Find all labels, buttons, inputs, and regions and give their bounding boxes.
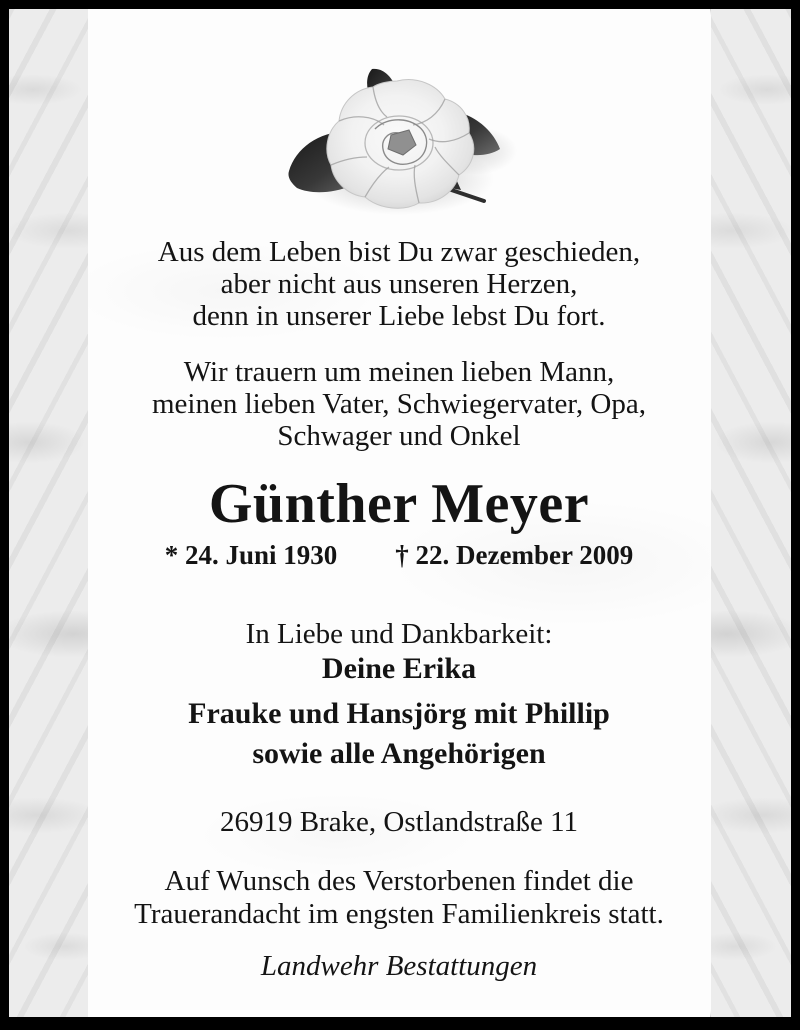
- funeral-note-line: Trauerandacht im engsten Familienkreis statt.: [134, 898, 664, 930]
- mourning-line: Schwager und Onkel: [277, 420, 521, 452]
- verse-line: Aus dem Leben bist Du zwar geschieden,: [157, 236, 641, 268]
- white-rose-icon: [279, 59, 519, 219]
- mourning-line: meinen lieben Vater, Schwiegervater, Opa,: [152, 388, 646, 420]
- deceased-name: Günther Meyer: [208, 473, 590, 535]
- mourning-line: Wir trauern um meinen lieben Mann,: [183, 356, 615, 388]
- marble-texture-right: [711, 9, 791, 1017]
- mourner-line-relatives: sowie alle Angehörigen: [252, 737, 546, 770]
- white-rose-image: [88, 59, 710, 219]
- address-line: 26919 Brake, Ostlandstraße 11: [219, 806, 579, 838]
- funeral-note: [88, 865, 710, 931]
- mourning-statement: [88, 356, 710, 452]
- verse-line: aber nicht aus unseren Herzen,: [220, 268, 578, 300]
- notice-panel: [88, 9, 710, 1017]
- mourner-line-wife: Deine Erika: [321, 652, 477, 685]
- memorial-verse: [88, 236, 710, 332]
- mourner-line-children: Frauke und Hansjörg mit Phillip: [188, 697, 610, 730]
- gratitude-line: In Liebe und Dankbarkeit:: [245, 618, 553, 650]
- verse-line: denn in unserer Liebe lebst Du fort.: [192, 300, 606, 332]
- marble-texture-left: [9, 9, 89, 1017]
- death-date: † 22. Dezember 2009: [395, 540, 634, 570]
- life-dates: [88, 539, 710, 571]
- birth-date: * 24. Juni 1930: [164, 540, 338, 570]
- undertaker-name: Landwehr Bestattungen: [260, 950, 538, 982]
- funeral-note-line: Auf Wunsch des Verstorbenen findet die: [164, 865, 634, 897]
